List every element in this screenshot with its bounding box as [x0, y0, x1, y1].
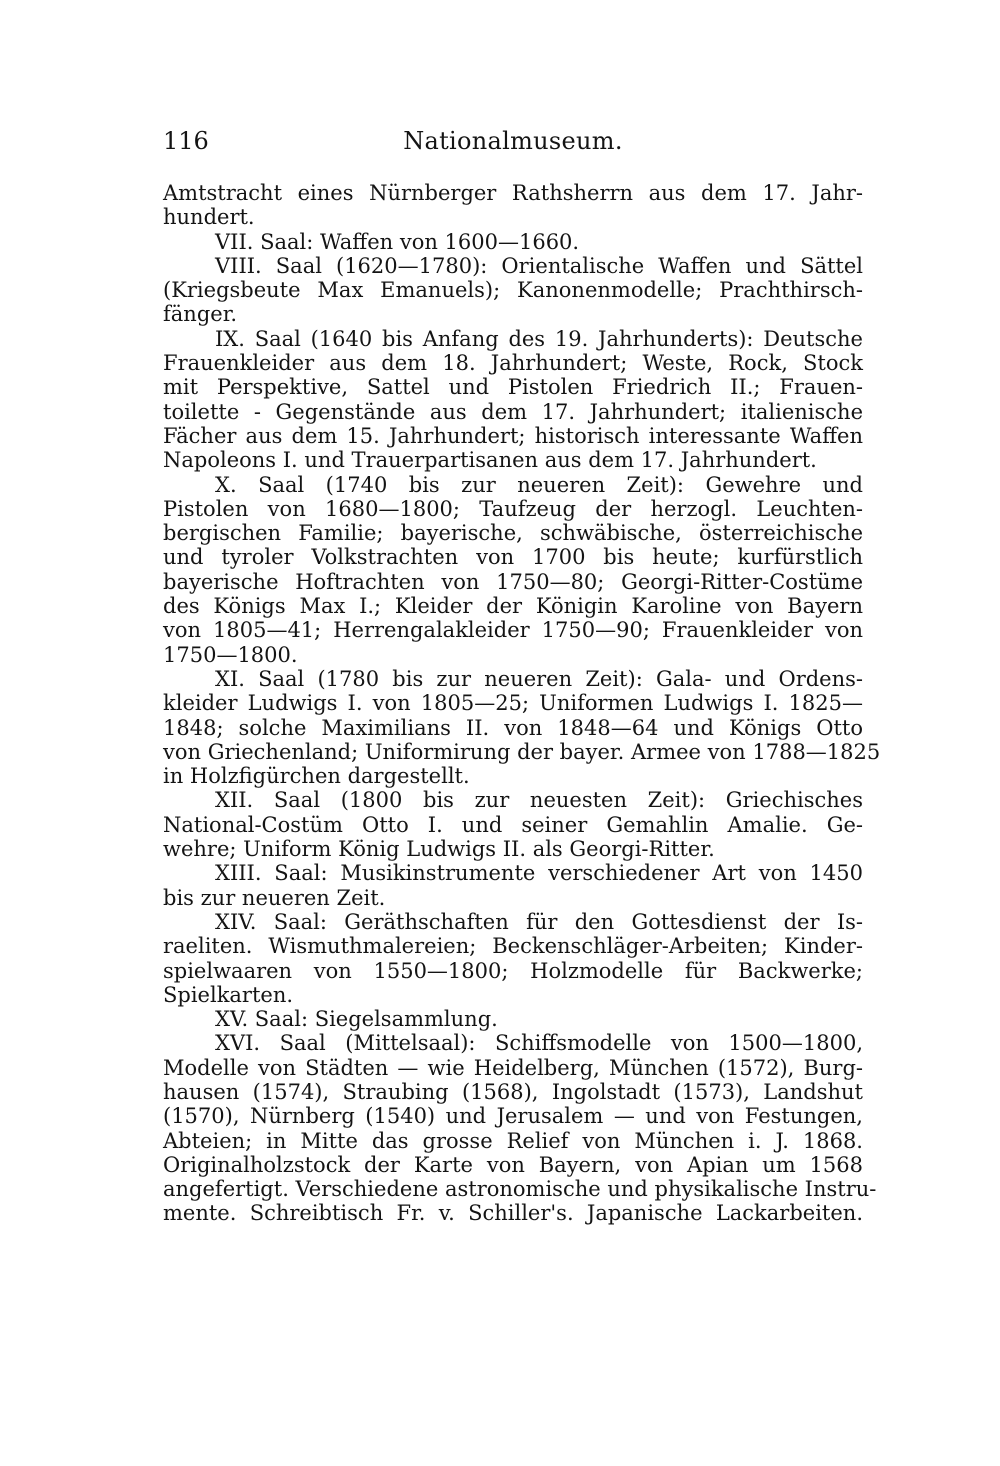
- text-line: VII. Saal: Waffen von 1600—1660.: [215, 229, 580, 254]
- text-line: (Kriegsbeute Max Emanuels); Kanonenmodelle; Prachthirsch-: [163, 278, 863, 303]
- body-text: [163, 181, 881, 1226]
- text-line: wehre; Uniform König Ludwigs II. als Georgi-Ritter.: [163, 837, 715, 862]
- text-line: mit Perspektive, Sattel und Pistolen Friedrich II.; Frauen-: [163, 375, 863, 400]
- text-line: des Königs Max I.; Kleider der Königin Karoline von Bayern: [163, 594, 863, 619]
- text-line: Amtstracht eines Nürnberger Rathsherrn aus dem 17. Jahr-: [163, 181, 863, 205]
- text-line: Frauenkleider aus dem 18. Jahrhundert; Weste, Rock, Stock: [163, 351, 863, 376]
- text-line: bayerische Hoftrachten von 1750—80; Georgi-Ritter-Costüme: [163, 569, 863, 594]
- running-title: Nationalmuseum.: [403, 127, 623, 155]
- page-number: 116: [163, 127, 209, 155]
- text-line: raeliten. Wismuthmalereien; Beckenschläger-Arbeiten; Kinder-: [163, 934, 863, 959]
- text-line: toilette - Gegenstände aus dem 17. Jahrhundert; italienische: [163, 399, 863, 424]
- text-line: XV. Saal: Siegelsammlung.: [215, 1007, 498, 1032]
- text-line: Fächer aus dem 15. Jahrhundert; historisch interessante Waffen: [163, 423, 863, 448]
- text-line: XIII. Saal: Musikinstrumente verschiedener Art von 1450: [215, 861, 863, 886]
- text-line: in Holzfigürchen dargestellt.: [163, 764, 470, 789]
- text-line: spielwaaren von 1550—1800; Holzmodelle für Backwerke;: [163, 958, 863, 983]
- text-line: (1570), Nürnberg (1540) und Jerusalem — und von Festungen,: [163, 1104, 863, 1129]
- text-line: XIV. Saal: Geräthschaften für den Gottesdienst der Is-: [215, 909, 863, 934]
- text-line: mente. Schreibtisch Fr. v. Schiller's. Japanische Lackarbeiten.: [163, 1201, 863, 1226]
- text-line: fänger.: [163, 302, 238, 327]
- text-line: XII. Saal (1800 bis zur neuesten Zeit): Griechisches: [215, 788, 863, 813]
- text-line: von Griechenland; Uniformirung der bayer. Armee von 1788—1825: [163, 739, 881, 764]
- text-line: bis zur neueren Zeit.: [163, 885, 386, 910]
- text-line: Originalholzstock der Karte von Bayern, von Apian um 1568: [163, 1152, 863, 1177]
- text-line: Napoleons I. und Trauerpartisanen aus dem 17. Jahrhundert.: [163, 448, 817, 473]
- text-line: XI. Saal (1780 bis zur neueren Zeit): Gala- und Ordens-: [215, 666, 863, 691]
- text-line: 1848; solche Maximilians II. von 1848—64 und Königs Otto: [163, 715, 863, 740]
- text-line: IX. Saal (1640 bis Anfang des 19. Jahrhunderts): Deutsche: [215, 326, 863, 351]
- text-line: von 1805—41; Herrengalakleider 1750—90; Frauenkleider von: [163, 618, 863, 643]
- text-line: Modelle von Städten — wie Heidelberg, München (1572), Burg-: [163, 1055, 863, 1080]
- text-line: kleider Ludwigs I. von 1805—25; Uniformen Ludwigs I. 1825—: [163, 691, 863, 716]
- text-line: bergischen Familie; bayerische, schwäbische, österreichische: [163, 521, 863, 546]
- text-line: X. Saal (1740 bis zur neueren Zeit): Gewehre und: [215, 472, 863, 497]
- text-line: 1750—1800.: [163, 642, 298, 667]
- text-line: hundert.: [163, 205, 255, 230]
- text-line: Abteien; in Mitte das grosse Relief von München i. J. 1868.: [163, 1128, 863, 1153]
- text-line: National-Costüm Otto I. und seiner Gemahlin Amalie. Ge-: [163, 812, 863, 837]
- text-line: Pistolen von 1680—1800; Taufzeug der herzogl. Leuchten-: [163, 496, 863, 521]
- text-line: hausen (1574), Straubing (1568), Ingolstadt (1573), Landshut: [163, 1079, 863, 1104]
- page-header: [163, 124, 863, 158]
- text-line: Spielkarten.: [163, 982, 294, 1007]
- text-line: und tyroler Volkstrachten von 1700 bis heute; kurfürstlich: [163, 545, 863, 570]
- text-line: angefertigt. Verschiedene astronomische und physikalische Instru-: [163, 1177, 877, 1202]
- text-line: XVI. Saal (Mittelsaal): Schiffsmodelle von 1500—1800,: [215, 1031, 863, 1056]
- text-line: VIII. Saal (1620—1780): Orientalische Waffen und Sättel: [215, 253, 863, 278]
